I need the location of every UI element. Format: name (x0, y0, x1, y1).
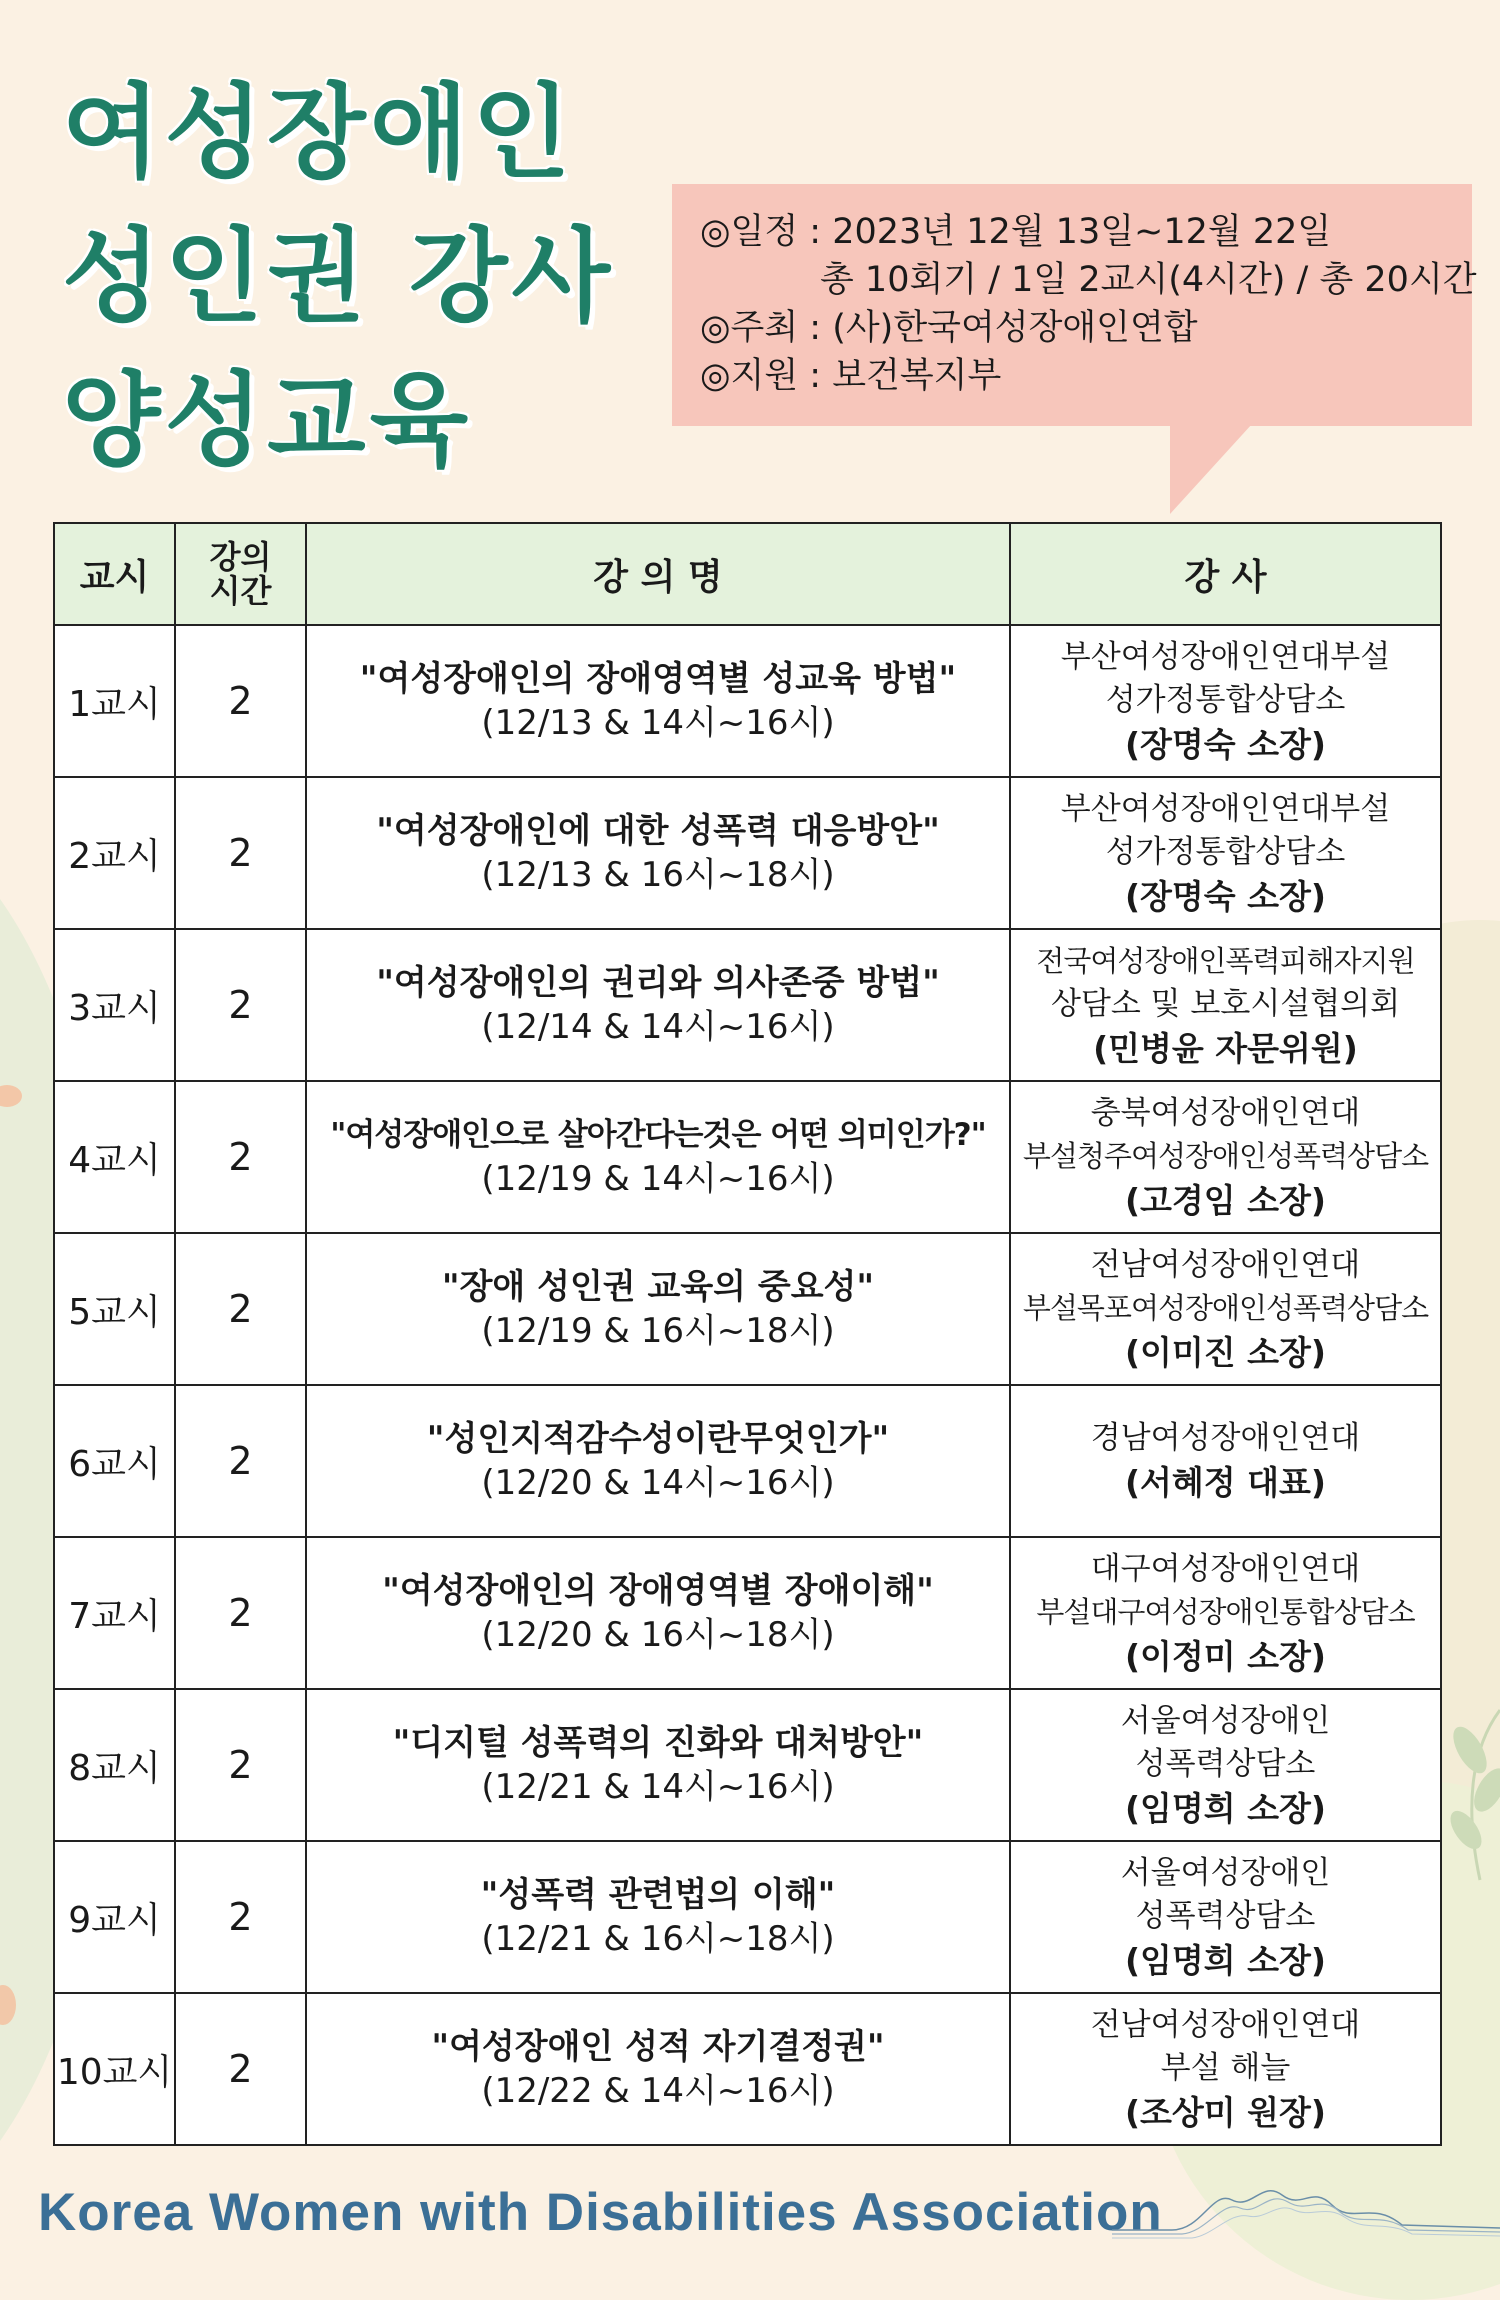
title-line-3: 양성교육 (62, 362, 473, 481)
table-header-row (54, 523, 1441, 625)
instructor-org-line-2: 부설 해늘 (1160, 2049, 1291, 2086)
lecture-cell (306, 1993, 1010, 2145)
wave-line-icon (1112, 2170, 1500, 2250)
instructor-org-line-2: 부설청주여성장애인성폭력상담소 (1022, 1138, 1429, 1173)
instructor-org: 서울여성장애인 (1120, 1854, 1331, 1891)
lecture-cell (306, 1841, 1010, 1993)
lecture-time: (12/13 & 16시~18시) (481, 855, 835, 895)
header-lecture: 강 의 명 (306, 523, 1010, 625)
hours-cell: 2 (175, 1841, 306, 1993)
hours-cell: 2 (175, 777, 306, 929)
instructor-org-line-2: 부설목포여성장애인성폭력상담소 (1022, 1290, 1429, 1325)
instructor-org: 대구여성장애인연대 (1090, 1550, 1361, 1587)
lecture-cell (306, 1385, 1010, 1537)
instructor-cell (1010, 1993, 1441, 2145)
lecture-cell (306, 1537, 1010, 1689)
lecture-cell (306, 625, 1010, 777)
lecture-title: "여성장애인의 장애영역별 장애이해" (382, 1571, 934, 1611)
period-cell: 7교시 (54, 1537, 175, 1689)
period-cell: 4교시 (54, 1081, 175, 1233)
lecture-time: (12/22 & 14시~16시) (481, 2071, 835, 2111)
instructor-org-line-2: 성폭력상담소 (1135, 1745, 1316, 1782)
hours-cell: 2 (175, 1689, 306, 1841)
instructor-cell (1010, 1385, 1441, 1537)
hours-cell: 2 (175, 1993, 306, 2145)
lecture-time: (12/14 & 14시~16시) (481, 1007, 835, 1047)
lecture-cell (306, 929, 1010, 1081)
instructor-name: (임명희 소장) (1124, 1788, 1327, 1828)
period-cell: 8교시 (54, 1689, 175, 1841)
table-row (54, 625, 1441, 777)
table-row (54, 929, 1441, 1081)
table-row (54, 1385, 1441, 1537)
instructor-org: 전남여성장애인연대 (1090, 1246, 1361, 1283)
instructor-name: (이미진 소장) (1124, 1332, 1327, 1372)
instructor-name: (조상미 원장) (1124, 2092, 1327, 2132)
table-row (54, 1841, 1441, 1993)
hours-cell: 2 (175, 1081, 306, 1233)
hours-cell: 2 (175, 1233, 306, 1385)
host-info: ◎주최 : (사)한국여성장애인연합 (700, 308, 1198, 348)
instructor-cell (1010, 1841, 1441, 1993)
instructor-name: (장명숙 소장) (1124, 724, 1327, 764)
table-row (54, 1233, 1441, 1385)
header-period: 교시 (54, 523, 175, 625)
organization-name: Korea Women with Disabilities Association (38, 2183, 1163, 2242)
instructor-org-line-2: 성폭력상담소 (1135, 1897, 1316, 1934)
hours-cell: 2 (175, 929, 306, 1081)
period-cell: 6교시 (54, 1385, 175, 1537)
period-cell: 3교시 (54, 929, 175, 1081)
lecture-time: (12/19 & 14시~16시) (481, 1159, 835, 1199)
lecture-title: "디지털 성폭력의 진화와 대처방안" (392, 1723, 924, 1763)
lecture-schedule-table (53, 522, 1442, 2146)
lecture-title: "여성장애인으로 살아간다는것은 어떤 의미인가?" (330, 1117, 986, 1153)
lecture-time: (12/21 & 14시~16시) (481, 1767, 835, 1807)
instructor-org: 서울여성장애인 (1120, 1702, 1331, 1739)
hours-cell: 2 (175, 1385, 306, 1537)
lecture-cell (306, 777, 1010, 929)
table-row (54, 1081, 1441, 1233)
instructor-org: 부산여성장애인연대부설 (1060, 790, 1391, 827)
sessions-info: 총 10회기 / 1일 2교시(4시간) / 총 20시간 (820, 260, 1477, 300)
lecture-time: (12/20 & 14시~16시) (481, 1463, 835, 1503)
hours-cell: 2 (175, 625, 306, 777)
table-row (54, 1993, 1441, 2145)
period-cell: 2교시 (54, 777, 175, 929)
instructor-org: 경남여성장애인연대 (1090, 1420, 1361, 1456)
lecture-time: (12/21 & 16시~18시) (481, 1919, 835, 1959)
period-cell: 9교시 (54, 1841, 175, 1993)
lecture-title: "성폭력 관련법의 이해" (480, 1875, 836, 1915)
lecture-cell (306, 1689, 1010, 1841)
title-line-2: 성인권 강사 (62, 218, 615, 337)
lecture-title: "여성장애인의 권리와 의사존중 방법" (376, 963, 940, 1003)
lecture-title: "장애 성인권 교육의 중요성" (441, 1267, 875, 1307)
instructor-name: (장명숙 소장) (1124, 876, 1327, 916)
table-row (54, 777, 1441, 929)
header-hours-line-2: 시간 (209, 572, 272, 610)
instructor-name: (고경임 소장) (1124, 1180, 1327, 1220)
instructor-cell (1010, 929, 1441, 1081)
period-cell: 1교시 (54, 625, 175, 777)
lecture-cell (306, 1233, 1010, 1385)
instructor-org-line-2: 성가정통합상담소 (1105, 833, 1346, 870)
instructor-name: (민병윤 자문위원) (1093, 1028, 1358, 1068)
lecture-title: "여성장애인 성적 자기결정권" (431, 2027, 885, 2067)
info-bubble (672, 184, 1477, 426)
instructor-org-line-2: 성가정통합상담소 (1105, 681, 1346, 718)
header-hours (175, 523, 306, 625)
lecture-title: "성인지적감수성이란무엇인가" (426, 1419, 890, 1459)
lecture-time: (12/13 & 14시~16시) (481, 703, 835, 743)
instructor-name: (이정미 소장) (1124, 1636, 1327, 1676)
instructor-org: 전국여성장애인폭력피해자지원 (1036, 943, 1415, 978)
instructor-org: 부산여성장애인연대부설 (1060, 638, 1391, 675)
lecture-title: "여성장애인의 장애영역별 성교육 방법" (359, 659, 957, 699)
schedule-info: ◎일정 : 2023년 12월 13일~12월 22일 (700, 212, 1332, 252)
period-cell: 10교시 (54, 1993, 175, 2145)
page-title (62, 62, 614, 494)
instructor-cell (1010, 1689, 1441, 1841)
lecture-title: "여성장애인에 대한 성폭력 대응방안" (376, 811, 940, 851)
instructor-name: (서혜정 대표) (1124, 1463, 1327, 1502)
instructor-org-line-2: 부설대구여성장애인통합상담소 (1036, 1594, 1415, 1629)
info-bubble-tail (1170, 424, 1252, 514)
instructor-cell (1010, 1081, 1441, 1233)
lecture-time: (12/19 & 16시~18시) (481, 1311, 835, 1351)
instructor-cell (1010, 1233, 1441, 1385)
table-row (54, 1537, 1441, 1689)
instructor-cell (1010, 777, 1441, 929)
lecture-time: (12/20 & 16시~18시) (481, 1615, 835, 1655)
period-cell: 5교시 (54, 1233, 175, 1385)
support-info: ◎지원 : 보건복지부 (700, 356, 1002, 396)
header-hours-line-1: 강의 (209, 538, 272, 576)
instructor-org: 충북여성장애인연대 (1090, 1094, 1361, 1131)
instructor-org: 전남여성장애인연대 (1090, 2006, 1361, 2043)
hours-cell: 2 (175, 1537, 306, 1689)
lecture-cell (306, 1081, 1010, 1233)
instructor-org-line-2: 상담소 및 보호시설협의회 (1050, 985, 1401, 1022)
instructor-cell (1010, 1537, 1441, 1689)
title-line-1: 여성장애인 (62, 74, 575, 193)
instructor-cell (1010, 625, 1441, 777)
header-instructor: 강 사 (1010, 523, 1441, 625)
table-row (54, 1689, 1441, 1841)
instructor-name: (임명희 소장) (1124, 1940, 1327, 1980)
